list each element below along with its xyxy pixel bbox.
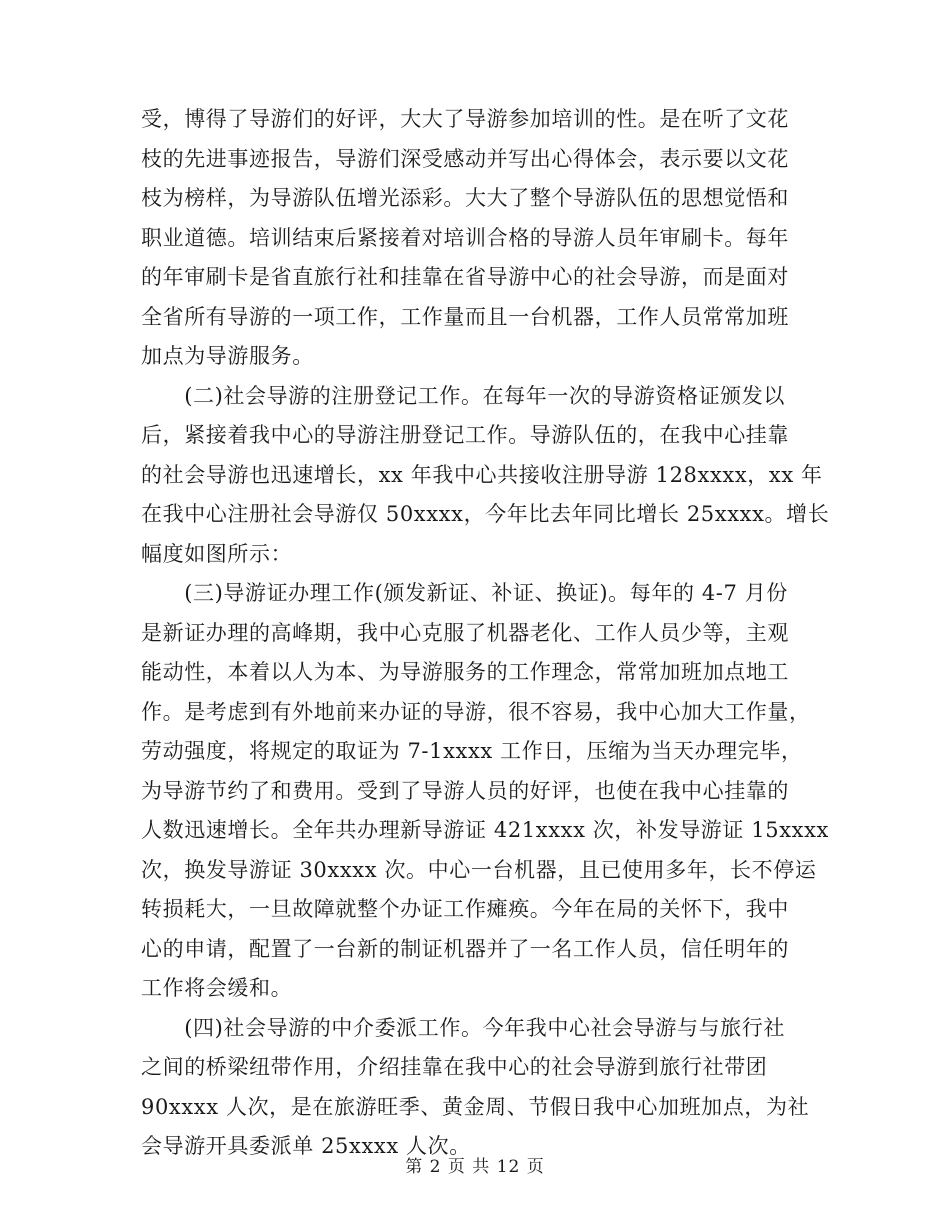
text-line: 是新证办理的高峰期，我中心克服了机器老化、工作人员少等，主观: [141, 620, 789, 645]
text-line: (四)社会导游的中介委派工作。今年我中心社会导游与与旅行社: [141, 1015, 785, 1040]
text-line: 工作将会缓和。: [141, 976, 293, 1000]
text-line: (二)社会导游的注册登记工作。在每年一次的导游资格证颁发以: [141, 383, 785, 408]
text-line: 心的申请，配置了一台新的制证机器并了一名工作人员，信任明年的: [141, 936, 789, 961]
text-line: 劳动强度，将规定的取证为 7-1xxxx 工作日，压缩为当天办理完毕，: [141, 739, 803, 763]
text-line: 枝的先进事迹报告，导游们深受感动并写出心得体会，表示要以文花: [141, 146, 789, 171]
text-line: 能动性，本着以人为本、为导游服务的工作理念，常常加班加点地工: [141, 660, 789, 684]
text-line: 转损耗大，一旦故障就整个办证工作瘫痪。今年在局的关怀下，我中: [141, 897, 789, 921]
text-line: 会导游开具委派单 25xxxx 人次。: [141, 1134, 471, 1158]
text-line: 加点为导游服务。: [141, 344, 314, 368]
text-line: 的社会导游也迅速增长，xx 年我中心共接收注册导游 128xxxx，xx 年: [141, 462, 823, 487]
text-line: 90xxxx 人次，是在旅游旺季、黄金周、节假日我中心加班加点，为社: [141, 1094, 810, 1119]
text-line: 为导游节约了和费用。受到了导游人员的好评，也使在我中心挂靠的: [141, 778, 789, 803]
text-line: 之间的桥梁纽带作用，介绍挂靠在我中心的社会导游到旅行社带团: [141, 1055, 768, 1079]
text-line: 后，紧接着我中心的导游注册登记工作。导游队伍的，在我中心挂靠: [141, 423, 789, 447]
text-line: 幅度如图所示：: [141, 541, 293, 566]
text-line: 受，博得了导游们的好评，大大了导游参加培训的性。是在听了文花: [141, 107, 789, 131]
text-line: 全省所有导游的一项工作，工作量而且一台机器，工作人员常常加班: [141, 304, 789, 329]
text-line: 的年审刷卡是省直旅行社和挂靠在省导游中心的社会导游，而是面对: [141, 265, 789, 289]
text-line: 人数迅速增长。全年共办理新导游证 421xxxx 次，补发导游证 15xxxx: [141, 818, 829, 842]
text-line: (三)导游证办理工作(颁发新证、补证、换证)。每年的 4-7 月份: [141, 581, 788, 605]
text-line: 枝为榜样，为导游队伍增光添彩。大大了整个导游队伍的思想觉悟和: [141, 186, 789, 210]
text-line: 作。是考虑到有外地前来办证的导游，很不容易，我中心加大工作量，: [141, 699, 811, 724]
body-text: [141, 100, 830, 1167]
text-line: 次，换发导游证 30xxxx 次。中心一台机器，且已使用多年，长不停运: [141, 857, 817, 882]
text-line: 在我中心注册社会导游仅 50xxxx，今年比去年同比增长 25xxxx。增长: [141, 502, 830, 526]
text-line: 职业道德。培训结束后紧接着对培训合格的导游人员年审刷卡。每年: [141, 225, 789, 250]
page-number-footer: 第 2 页 共 12 页: [405, 1157, 545, 1177]
